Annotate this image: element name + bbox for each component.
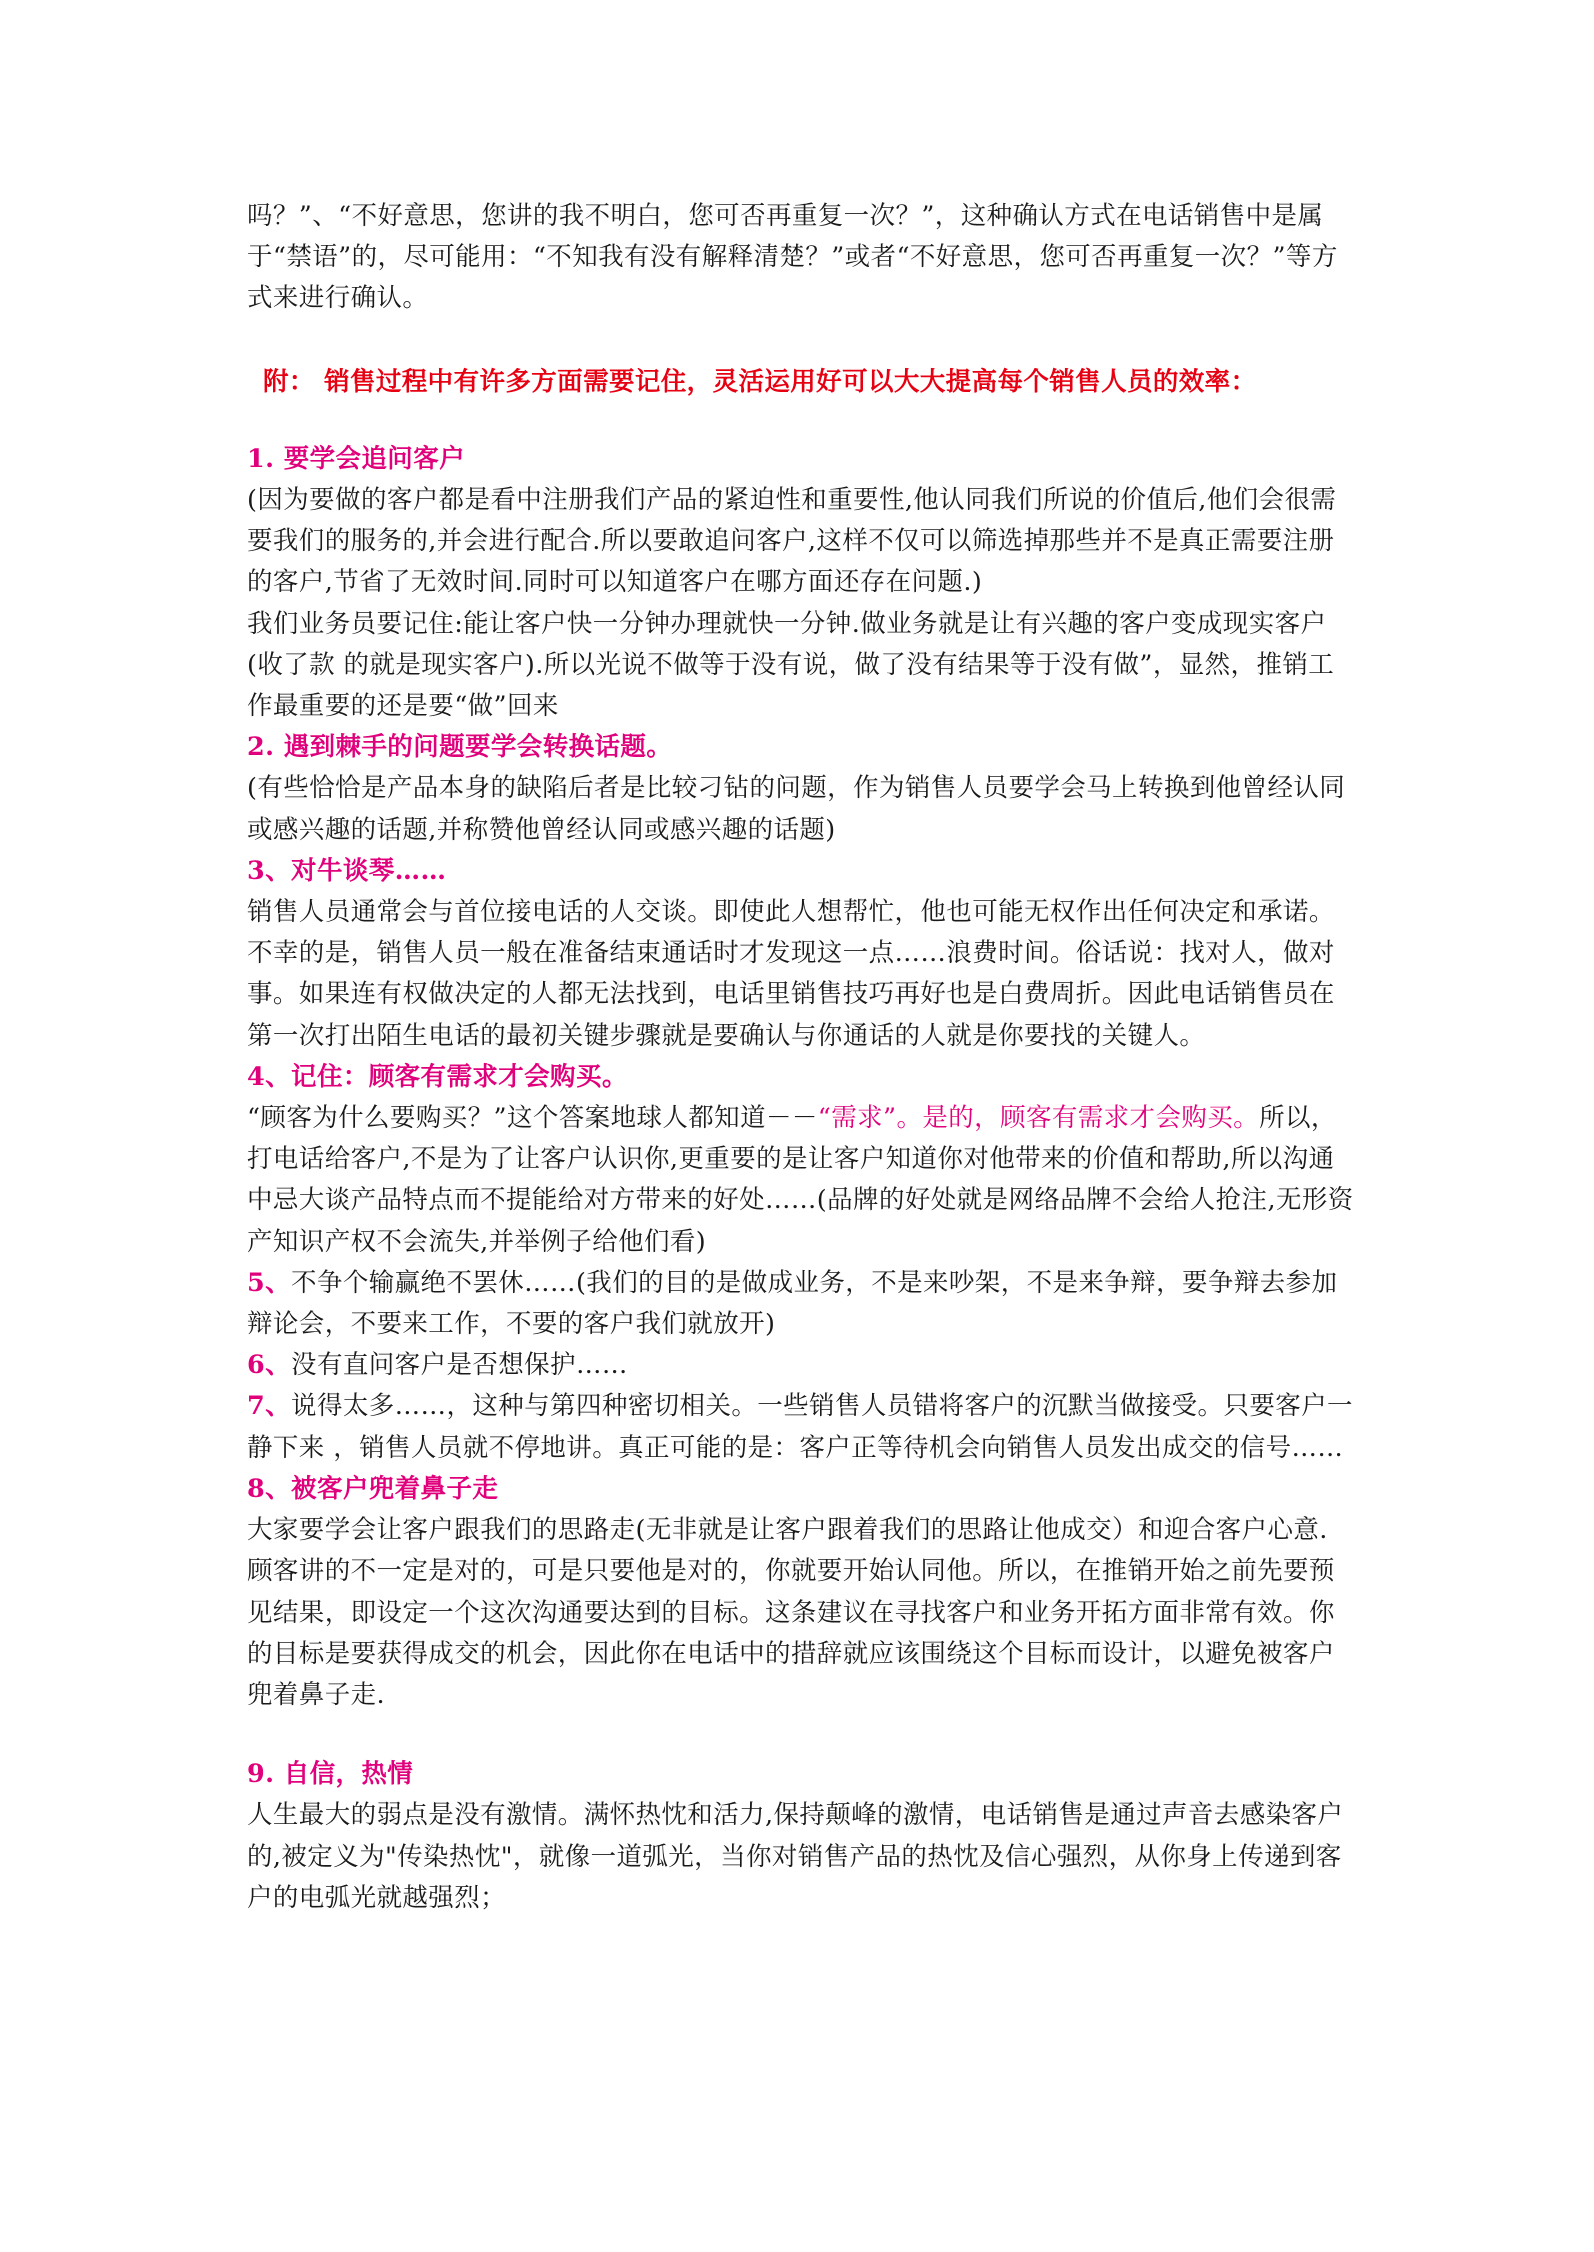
section-5-number: 5、 (247, 1267, 292, 1298)
section-4-heading: 4、记住：顾客有需求才会购买。 (247, 1061, 628, 1092)
section-7 (247, 1386, 1357, 1468)
section-6-number: 6、 (247, 1350, 292, 1381)
section-5-body: 不争个输赢绝不罢休……(我们的目的是做成业务，不是来吵架，不是来争辩，要争辩去参加辩论会，不要来工作，不要的客户我们就放开) (247, 1267, 1338, 1340)
section-1-body-2: 我们业务员要记住:能让客户快一分钟办理就快一分钟.做业务就是让有兴趣的客户变成现实客户(收了款 的就是现实客户).所以光说不做等于没有说，做了没有结果等于没有做”，显然，推销工作最重要的还是要“做”回来 (247, 608, 1335, 722)
section-6-body: 没有直问客户是否想保护…… (291, 1350, 628, 1381)
section-7-body: 说得太多……，这种与第四种密切相关。一些销售人员错将客户的沉默当做接受。只要客户一静下来 ，销售人员就不停地讲。真正可能的是：客户正等待机会向销售人员发出成交的信号…… (247, 1391, 1353, 1463)
section-9-heading: 9. 自信，热情 (247, 1759, 414, 1790)
section-7-number: 7、 (247, 1391, 292, 1422)
section-2-body: (有些恰恰是产品本身的缺陷后者是比较刁钻的问题，作为销售人员要学会马上转换到他曾经认同或感兴趣的话题,并称赞他曾经认同或感兴趣的话题) (247, 773, 1346, 845)
section-1-body-1: (因为要做的客户都是看中注册我们产品的紧迫性和重要性,他认同我们所说的价值后,他们会很需要我们的服务的,并会进行配合.所以要敢追问客户,这样不仅可以筛选掉那些并不是真正需要注册的客户,节省了无效时间.同时可以知道客户在哪方面还存在问题.) (247, 485, 1337, 598)
document-body (247, 196, 1357, 1919)
section-5 (247, 1263, 1357, 1345)
section-4-body-rest: 所以，打电话给客户,不是为了让客户认识你,更重要的是让客户知道你对他带来的价值和帮助,所以沟通中忌大谈产品特点而不提能给对方带来的好处……(品牌的好处就是网络品牌不会给人抢注,无形资产知识产权不会流失,并举例子给他们看) (247, 1103, 1354, 1257)
section-3-heading: 3、对牛谈琴…… (247, 855, 447, 886)
section-1-heading: 1. 要学会追问客户 (247, 443, 465, 474)
section-8-body: 大家要学会让客户跟我们的思路走(无非就是让客户跟着我们的思路让他成交）和迎合客户心意. 顾客讲的不一定是对的，可是只要他是对的，你就要开始认同他。所以，在推销开始之前先要预见结果，即设定一个这次沟通要达到的目标。这条建议在寻找客户和业务开拓方面非常有效。你的目标是要获得成交的机会，因此你在电话中的措辞就应该围绕这个目标而设计，以避免被客户兜着鼻子走. (247, 1515, 1335, 1710)
section-4-body-highlight: “需求”。是的，顾客有需求才会购买。 (817, 1103, 1260, 1134)
appendix-heading: 附： 销售过程中有许多方面需要记住，灵活运用好可以大大提高每个销售人员的效率： (263, 366, 1257, 397)
section-4-body (247, 1098, 1357, 1263)
section-3-body: 销售人员通常会与首位接电话的人交谈。即使此人想帮忙，他也可能无权作出任何决定和承诺。不幸的是，销售人员一般在准备结束通话时才发现这一点……浪费时间。俗话说：找对人，做对事。如果连有权做决定的人都无法找到，电话里销售技巧再好也是白费周折。因此电话销售员在第一次打出陌生电话的最初关键步骤就是要确认与你通话的人就是你要找的关键人。 (247, 897, 1335, 1051)
section-6 (247, 1345, 1357, 1386)
intro-paragraph: 吗？”、“不好意思，您讲的我不明白，您可否再重复一次？”，这种确认方式在电话销售中是属于“禁语”的，尽可能用：“不知我有没有解释清楚？”或者“不好意思，您可否再重复一次？”等方式来进行确认。 (247, 201, 1338, 314)
section-8-heading: 8、被客户兜着鼻子走 (247, 1473, 499, 1504)
section-2-heading: 2. 遇到棘手的问题要学会转换话题。 (247, 732, 673, 763)
section-4-body-start: “顾客为什么要购买？”这个答案地球人都知道－－ (247, 1103, 818, 1134)
section-9-body: 人生最大的弱点是没有激情。满怀热忱和活力,保持颠峰的激情，电话销售是通过声音去感染客户的,被定义为"传染热忱"，就像一道弧光，当你对销售产品的热忱及信心强烈，从你身上传递到客户的电弧光就越强烈； (247, 1800, 1344, 1913)
